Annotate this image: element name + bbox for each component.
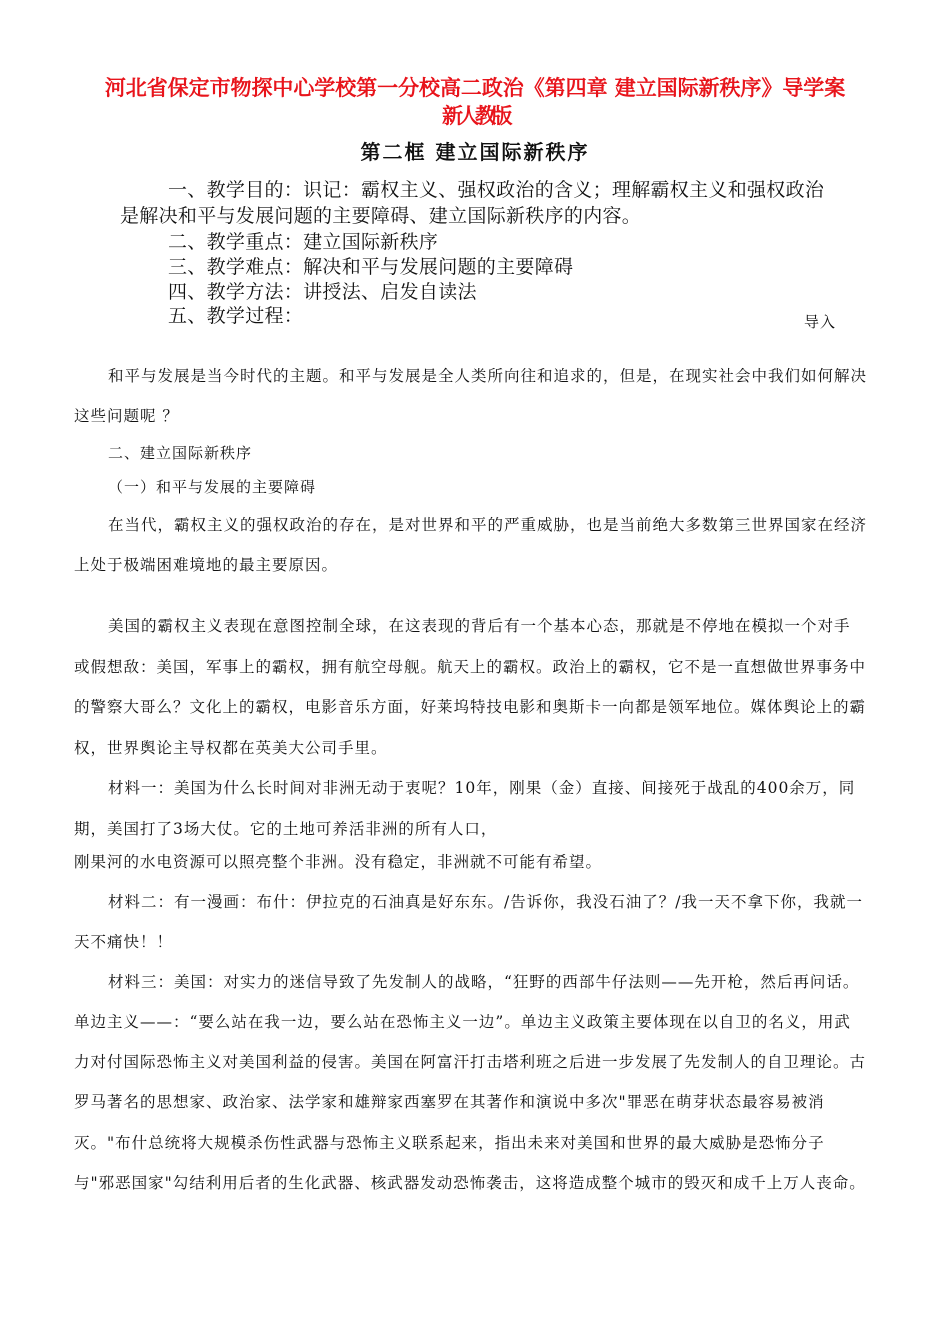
material-3-line-5: 灭。"布什总统将大规模杀伤性武器与恐怖主义联系起来，指出未来对美国和世界的最大威胁是恐怖分子 — [74, 1134, 825, 1152]
material-1-line-3: 刚果河的水电资源可以照亮整个非洲。没有稳定，非洲就不可能有希望。 — [74, 853, 603, 871]
paragraph-2-line-1: 美国的霸权主义表现在意图控制全球，在这表现的背后有一个基本心态，那就是不停地在模拟一个对手 — [108, 617, 851, 635]
objective-purpose-line-1: 一、教学目的：识记：霸权主义、强权政治的含义；理解霸权主义和强权政治 — [168, 179, 825, 201]
objective-key-point: 二、教学重点：建立国际新秩序 — [168, 231, 439, 253]
material-2-line-1: 材料二：有一漫画：布什：伊拉克的石油真是好东东。/告诉你，我没石油了？/我一天不拿下你，我就一 — [108, 893, 863, 911]
material-3-line-4: 罗马著名的思想家、政治家、法学家和雄辩家西塞罗在其著作和演说中多次"罪恶在萌芽状态最容易被消 — [74, 1093, 825, 1111]
intro-label: 导入 — [804, 313, 837, 331]
material-3-line-1: 材料三：美国：对实力的迷信导致了先发制人的战略，“狂野的西部牛仔法则——先开枪，然后再问话。 — [108, 973, 860, 991]
objective-difficulty: 三、教学难点：解决和平与发展问题的主要障碍 — [168, 256, 574, 278]
material-2-line-2: 天不痛快！！ — [74, 933, 174, 951]
document-title-line-2: 新人教版 — [442, 104, 508, 128]
material-1-line-2: 期，美国打了3场大仗。它的土地可养活非洲的所有人口， — [74, 820, 498, 838]
material-1-line-1: 材料一：美国为什么长时间对非洲无动于衷呢？10年，刚果（金）直接、间接死于战乱的400余万，同 — [108, 779, 856, 797]
paragraph-2-line-2: 或假想敌：美国，军事上的霸权，拥有航空母舰。航天上的霸权。政治上的霸权，它不是一直想做世界事务中 — [74, 658, 867, 676]
paragraph-1-line-2: 上处于极端困难境地的最主要原因。 — [74, 556, 339, 574]
lesson-subtitle: 第二框 建立国际新秩序 — [360, 140, 590, 164]
paragraph-1-line-1: 在当代，霸权主义的强权政治的存在，是对世界和平的严重威胁，也是当前绝大多数第三世界国家在经济 — [108, 516, 868, 534]
material-3-line-6: 与"邪恶国家"勾结利用后者的生化武器、核武器发动恐怖袭击，这将造成整个城市的毁灭和成千上万人丧命。 — [74, 1174, 866, 1192]
objective-method: 四、教学方法：讲授法、启发自读法 — [168, 281, 477, 303]
objective-purpose-line-2: 是解决和平与发展问题的主要障碍、建立国际新秩序的内容。 — [120, 205, 642, 227]
material-3-line-2: 单边主义——：“要么站在我一边，要么站在恐怖主义一边”。单边主义政策主要体现在以自卫的名义，用武 — [74, 1013, 851, 1031]
intro-paragraph-line-1: 和平与发展是当今时代的主题。和平与发展是全人类所向往和追求的，但是，在现实社会中我们如何解决 — [108, 367, 868, 385]
paragraph-2-line-3: 的警察大哥么？文化上的霸权，电影音乐方面，好莱坞特技电影和奥斯卡一向都是领军地位。媒体舆论上的霸 — [74, 698, 867, 716]
objective-process: 五、教学过程： — [168, 305, 304, 327]
material-3-line-3: 力对付国际恐怖主义对美国利益的侵害。美国在阿富汗打击塔利班之后进一步发展了先发制人的自卫理论。古 — [74, 1053, 867, 1071]
paragraph-2-line-4: 权，世界舆论主导权都在英美大公司手里。 — [74, 739, 388, 757]
section-heading: 二、建立国际新秩序 — [108, 444, 253, 462]
intro-paragraph-line-2: 这些问题呢 ？ — [74, 407, 179, 425]
document-title-line-1: 河北省保定市物探中心学校第一分校高二政治《第四章 建立国际新秩序》导学案 — [104, 76, 846, 100]
subsection-heading: （一）和平与发展的主要障碍 — [108, 478, 317, 496]
